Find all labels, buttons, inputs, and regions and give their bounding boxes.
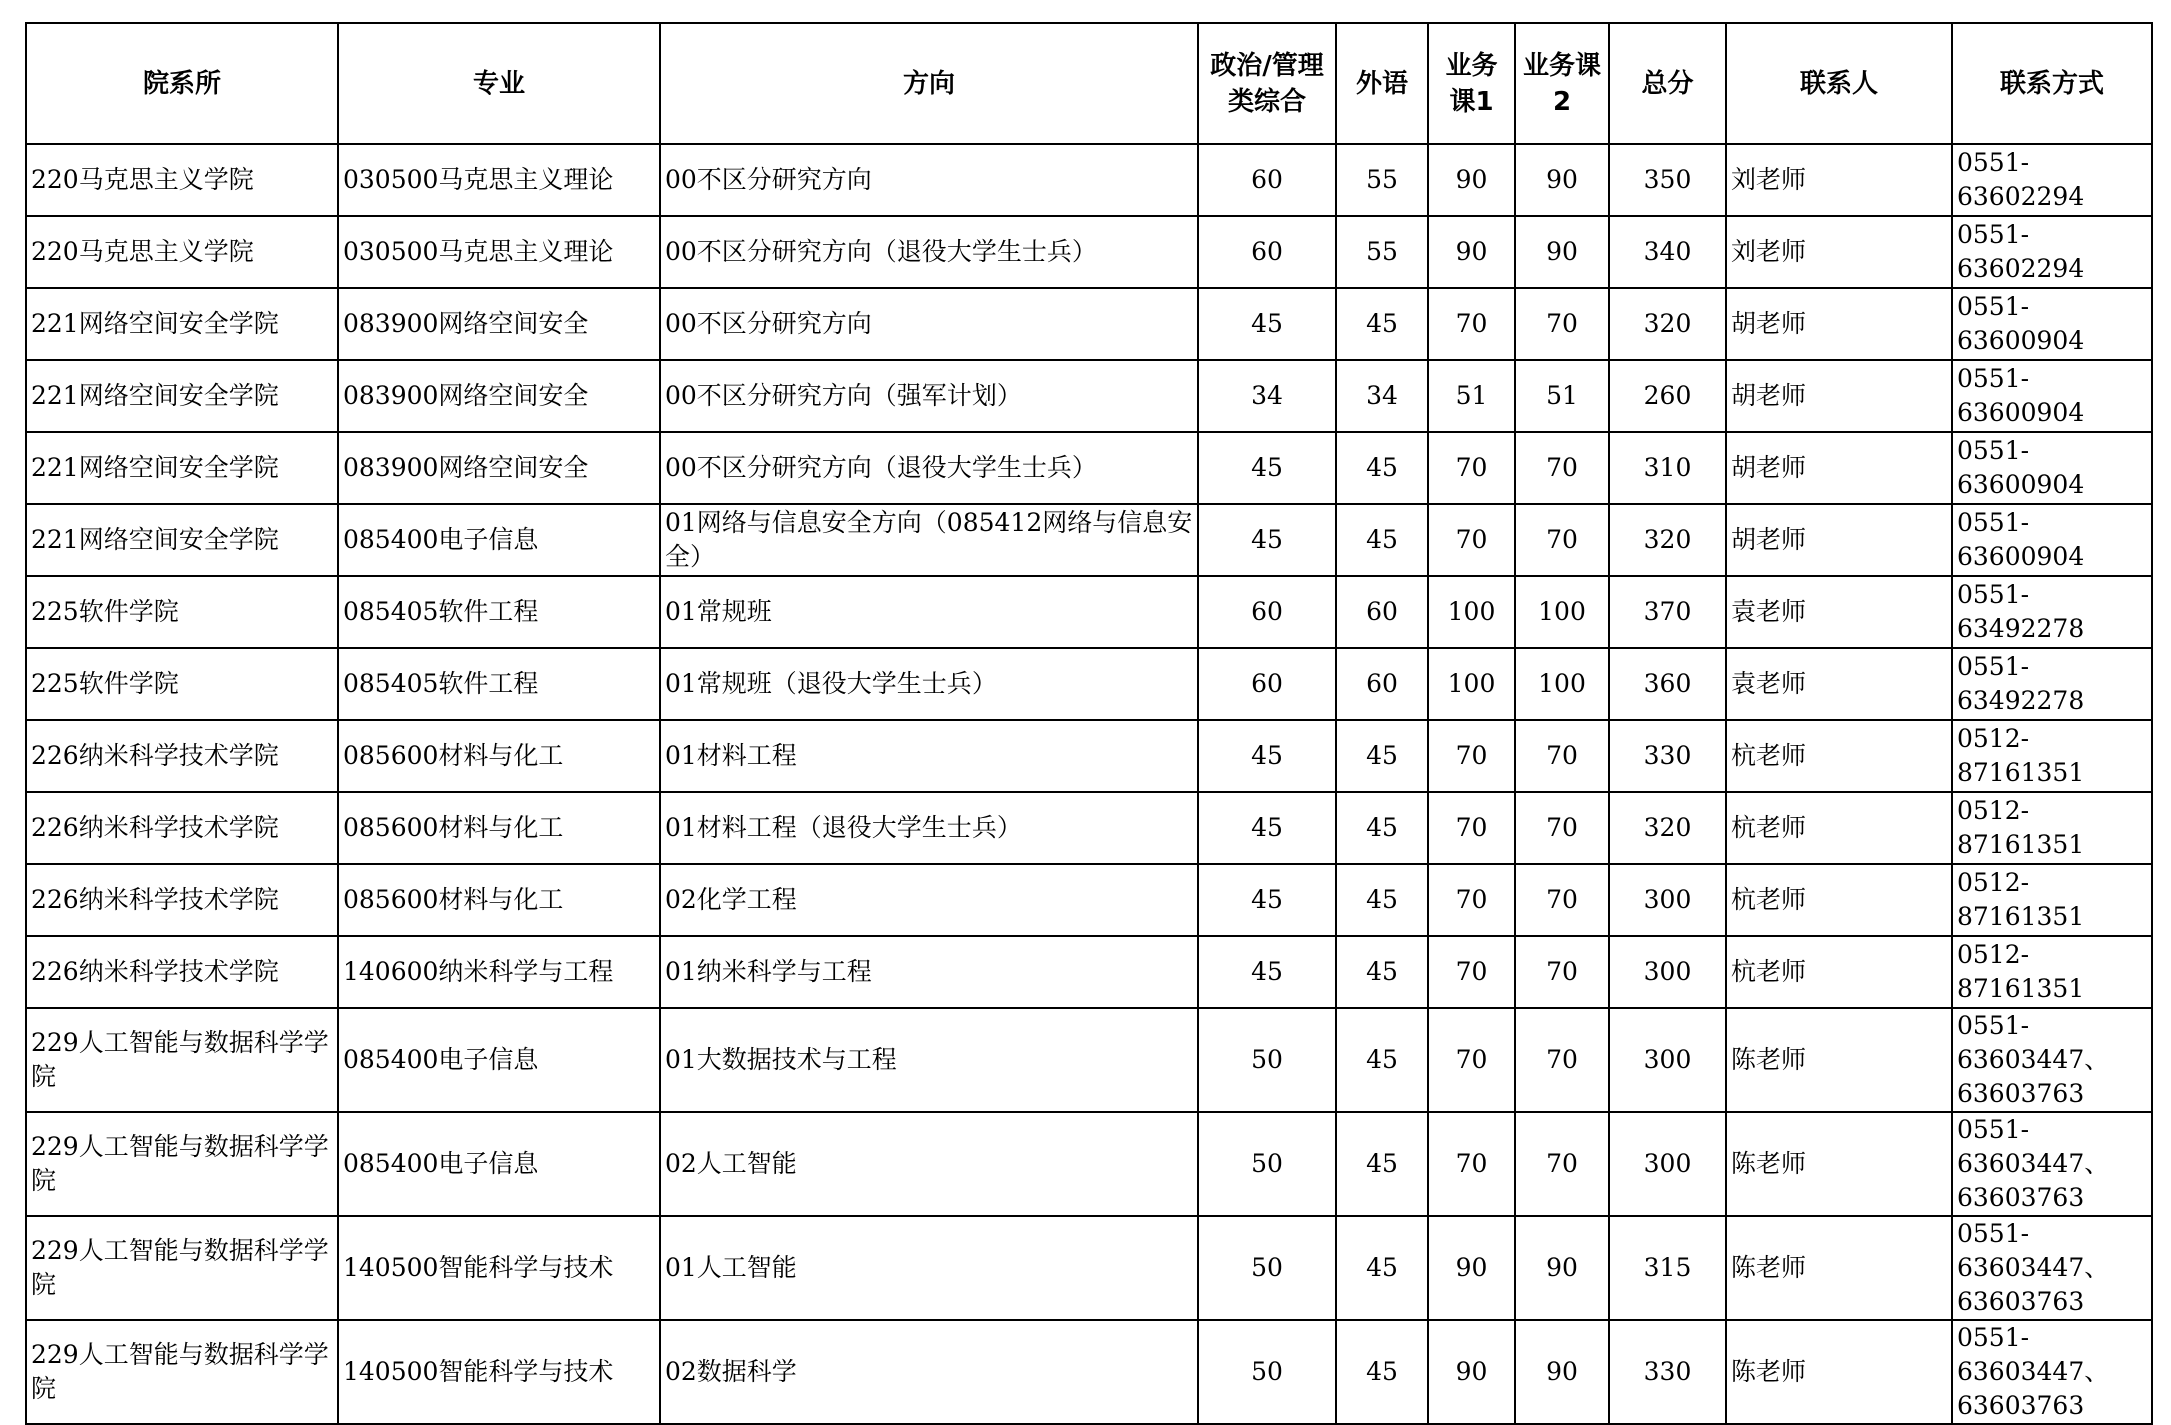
cell-department: 229人工智能与数据科学学院: [26, 1320, 338, 1424]
table-header: [26, 23, 2152, 144]
cell-politics: 60: [1198, 648, 1336, 720]
header-politics: 政治/管理类综合: [1198, 23, 1336, 144]
cell-direction: 02人工智能: [660, 1112, 1198, 1216]
cell-course-1: 100: [1428, 576, 1515, 648]
cell-total: 260: [1609, 360, 1726, 432]
cell-total: 320: [1609, 504, 1726, 576]
cell-course-1: 90: [1428, 1216, 1515, 1320]
cell-contact-info: 0512-87161351: [1952, 720, 2152, 792]
cell-course-2: 70: [1515, 720, 1609, 792]
cell-contact-person: 胡老师: [1726, 504, 1952, 576]
cell-course-2: 70: [1515, 432, 1609, 504]
cell-total: 330: [1609, 1320, 1726, 1424]
cell-major: 085405软件工程: [338, 648, 660, 720]
cell-course-1: 70: [1428, 720, 1515, 792]
cell-course-1: 70: [1428, 864, 1515, 936]
cell-total: 360: [1609, 648, 1726, 720]
cell-foreign-language: 45: [1336, 1112, 1428, 1216]
cell-direction: 01常规班（退役大学生士兵）: [660, 648, 1198, 720]
cell-politics: 50: [1198, 1008, 1336, 1112]
cell-major: 140600纳米科学与工程: [338, 936, 660, 1008]
header-total: 总分: [1609, 23, 1726, 144]
cell-department: 221网络空间安全学院: [26, 504, 338, 576]
cell-course-2: 70: [1515, 288, 1609, 360]
cell-course-1: 70: [1428, 288, 1515, 360]
cell-total: 320: [1609, 792, 1726, 864]
cell-major: 085400电子信息: [338, 1008, 660, 1112]
cell-course-2: 70: [1515, 864, 1609, 936]
cell-course-2: 70: [1515, 1008, 1609, 1112]
table-row: [26, 1008, 2152, 1112]
cell-course-2: 90: [1515, 144, 1609, 216]
cell-major: 083900网络空间安全: [338, 288, 660, 360]
cell-total: 300: [1609, 1008, 1726, 1112]
cell-course-1: 70: [1428, 1008, 1515, 1112]
cell-foreign-language: 55: [1336, 144, 1428, 216]
table-row: [26, 288, 2152, 360]
cell-department: 225软件学院: [26, 648, 338, 720]
table-row: [26, 144, 2152, 216]
score-table: [25, 22, 2153, 1425]
cell-contact-info: 0551-63602294: [1952, 216, 2152, 288]
cell-major: 085405软件工程: [338, 576, 660, 648]
cell-contact-info: 0551-63603447、63603763: [1952, 1008, 2152, 1112]
cell-department: 229人工智能与数据科学学院: [26, 1008, 338, 1112]
table-row: [26, 864, 2152, 936]
cell-contact-person: 胡老师: [1726, 288, 1952, 360]
table-row: [26, 432, 2152, 504]
cell-total: 320: [1609, 288, 1726, 360]
cell-course-2: 90: [1515, 216, 1609, 288]
cell-direction: 02化学工程: [660, 864, 1198, 936]
cell-contact-person: 刘老师: [1726, 144, 1952, 216]
cell-foreign-language: 34: [1336, 360, 1428, 432]
cell-contact-info: 0551-63602294: [1952, 144, 2152, 216]
cell-foreign-language: 45: [1336, 864, 1428, 936]
cell-course-2: 90: [1515, 1216, 1609, 1320]
table-row: [26, 936, 2152, 1008]
cell-foreign-language: 45: [1336, 792, 1428, 864]
cell-foreign-language: 45: [1336, 1008, 1428, 1112]
cell-course-1: 90: [1428, 144, 1515, 216]
cell-course-2: 51: [1515, 360, 1609, 432]
cell-contact-info: 0512-87161351: [1952, 864, 2152, 936]
cell-course-1: 70: [1428, 504, 1515, 576]
table-row: [26, 216, 2152, 288]
cell-course-1: 70: [1428, 432, 1515, 504]
table-body: [26, 144, 2152, 1424]
cell-foreign-language: 60: [1336, 576, 1428, 648]
cell-total: 300: [1609, 1112, 1726, 1216]
cell-course-2: 70: [1515, 1112, 1609, 1216]
cell-department: 226纳米科学技术学院: [26, 936, 338, 1008]
cell-course-1: 51: [1428, 360, 1515, 432]
cell-total: 340: [1609, 216, 1726, 288]
cell-total: 300: [1609, 936, 1726, 1008]
cell-course-1: 100: [1428, 648, 1515, 720]
table-row: [26, 1320, 2152, 1424]
cell-course-1: 90: [1428, 1320, 1515, 1424]
cell-foreign-language: 60: [1336, 648, 1428, 720]
cell-department: 229人工智能与数据科学学院: [26, 1216, 338, 1320]
cell-direction: 00不区分研究方向: [660, 288, 1198, 360]
cell-foreign-language: 45: [1336, 288, 1428, 360]
cell-direction: 00不区分研究方向（退役大学生士兵）: [660, 216, 1198, 288]
cell-course-1: 70: [1428, 1112, 1515, 1216]
cell-politics: 45: [1198, 432, 1336, 504]
cell-direction: 02数据科学: [660, 1320, 1198, 1424]
cell-major: 030500马克思主义理论: [338, 216, 660, 288]
cell-total: 350: [1609, 144, 1726, 216]
cell-major: 085600材料与化工: [338, 864, 660, 936]
table-row: [26, 360, 2152, 432]
cell-politics: 45: [1198, 864, 1336, 936]
cell-department: 221网络空间安全学院: [26, 432, 338, 504]
cell-contact-info: 0551-63600904: [1952, 504, 2152, 576]
cell-contact-person: 杭老师: [1726, 720, 1952, 792]
header-foreign-language: 外语: [1336, 23, 1428, 144]
cell-foreign-language: 55: [1336, 216, 1428, 288]
cell-total: 370: [1609, 576, 1726, 648]
cell-department: 221网络空间安全学院: [26, 360, 338, 432]
cell-contact-info: 0512-87161351: [1952, 936, 2152, 1008]
cell-foreign-language: 45: [1336, 1320, 1428, 1424]
cell-politics: 60: [1198, 576, 1336, 648]
cell-politics: 45: [1198, 792, 1336, 864]
cell-politics: 34: [1198, 360, 1336, 432]
cell-foreign-language: 45: [1336, 720, 1428, 792]
cell-contact-info: 0551-63603447、63603763: [1952, 1216, 2152, 1320]
header-course-2: 业务课2: [1515, 23, 1609, 144]
table-row: [26, 576, 2152, 648]
cell-course-2: 100: [1515, 576, 1609, 648]
cell-contact-person: 胡老师: [1726, 360, 1952, 432]
table-row: [26, 1112, 2152, 1216]
cell-total: 310: [1609, 432, 1726, 504]
cell-politics: 50: [1198, 1112, 1336, 1216]
cell-contact-person: 袁老师: [1726, 576, 1952, 648]
cell-direction: 01常规班: [660, 576, 1198, 648]
cell-department: 226纳米科学技术学院: [26, 792, 338, 864]
header-contact-info: 联系方式: [1952, 23, 2152, 144]
cell-course-1: 90: [1428, 216, 1515, 288]
cell-contact-info: 0551-63492278: [1952, 648, 2152, 720]
cell-contact-info: 0551-63603447、63603763: [1952, 1320, 2152, 1424]
cell-major: 140500智能科学与技术: [338, 1216, 660, 1320]
cell-department: 220马克思主义学院: [26, 216, 338, 288]
table-row: [26, 720, 2152, 792]
cell-politics: 45: [1198, 504, 1336, 576]
cell-direction: 00不区分研究方向（退役大学生士兵）: [660, 432, 1198, 504]
cell-politics: 45: [1198, 936, 1336, 1008]
cell-course-2: 100: [1515, 648, 1609, 720]
cell-direction: 00不区分研究方向（强军计划）: [660, 360, 1198, 432]
header-contact-person: 联系人: [1726, 23, 1952, 144]
cell-course-2: 70: [1515, 936, 1609, 1008]
cell-department: 221网络空间安全学院: [26, 288, 338, 360]
cell-contact-person: 杭老师: [1726, 792, 1952, 864]
cell-politics: 60: [1198, 144, 1336, 216]
cell-department: 229人工智能与数据科学学院: [26, 1112, 338, 1216]
cell-total: 300: [1609, 864, 1726, 936]
cell-direction: 01人工智能: [660, 1216, 1198, 1320]
cell-major: 085400电子信息: [338, 1112, 660, 1216]
cell-politics: 50: [1198, 1320, 1336, 1424]
cell-total: 315: [1609, 1216, 1726, 1320]
table-row: [26, 504, 2152, 576]
cell-course-2: 70: [1515, 792, 1609, 864]
cell-contact-info: 0551-63600904: [1952, 288, 2152, 360]
cell-direction: 01大数据技术与工程: [660, 1008, 1198, 1112]
cell-contact-person: 杭老师: [1726, 936, 1952, 1008]
cell-contact-person: 陈老师: [1726, 1216, 1952, 1320]
cell-contact-person: 胡老师: [1726, 432, 1952, 504]
cell-major: 140500智能科学与技术: [338, 1320, 660, 1424]
cell-major: 083900网络空间安全: [338, 360, 660, 432]
cell-contact-info: 0551-63603447、63603763: [1952, 1112, 2152, 1216]
cell-major: 030500马克思主义理论: [338, 144, 660, 216]
cell-contact-person: 杭老师: [1726, 864, 1952, 936]
cell-direction: 01网络与信息安全方向（085412网络与信息安全）: [660, 504, 1198, 576]
cell-foreign-language: 45: [1336, 1216, 1428, 1320]
cell-direction: 01纳米科学与工程: [660, 936, 1198, 1008]
header-major: 专业: [338, 23, 660, 144]
cell-course-2: 70: [1515, 504, 1609, 576]
cell-foreign-language: 45: [1336, 936, 1428, 1008]
table-row: [26, 792, 2152, 864]
cell-foreign-language: 45: [1336, 432, 1428, 504]
cell-contact-person: 刘老师: [1726, 216, 1952, 288]
cell-course-2: 90: [1515, 1320, 1609, 1424]
cell-department: 225软件学院: [26, 576, 338, 648]
cell-department: 220马克思主义学院: [26, 144, 338, 216]
cell-contact-person: 袁老师: [1726, 648, 1952, 720]
cell-direction: 01材料工程（退役大学生士兵）: [660, 792, 1198, 864]
cell-contact-info: 0551-63492278: [1952, 576, 2152, 648]
cell-department: 226纳米科学技术学院: [26, 720, 338, 792]
cell-course-1: 70: [1428, 792, 1515, 864]
header-course-1: 业务课1: [1428, 23, 1515, 144]
cell-contact-info: 0551-63600904: [1952, 432, 2152, 504]
cell-foreign-language: 45: [1336, 504, 1428, 576]
cell-major: 083900网络空间安全: [338, 432, 660, 504]
header-row: [26, 23, 2152, 144]
cell-direction: 00不区分研究方向: [660, 144, 1198, 216]
cell-contact-person: 陈老师: [1726, 1320, 1952, 1424]
cell-contact-info: 0512-87161351: [1952, 792, 2152, 864]
cell-department: 226纳米科学技术学院: [26, 864, 338, 936]
cell-contact-person: 陈老师: [1726, 1008, 1952, 1112]
cell-major: 085600材料与化工: [338, 792, 660, 864]
header-direction: 方向: [660, 23, 1198, 144]
table-row: [26, 1216, 2152, 1320]
cell-contact-info: 0551-63600904: [1952, 360, 2152, 432]
cell-major: 085400电子信息: [338, 504, 660, 576]
cell-politics: 45: [1198, 720, 1336, 792]
cell-politics: 50: [1198, 1216, 1336, 1320]
cell-course-1: 70: [1428, 936, 1515, 1008]
cell-total: 330: [1609, 720, 1726, 792]
cell-contact-person: 陈老师: [1726, 1112, 1952, 1216]
cell-direction: 01材料工程: [660, 720, 1198, 792]
cell-major: 085600材料与化工: [338, 720, 660, 792]
table-row: [26, 648, 2152, 720]
cell-politics: 45: [1198, 288, 1336, 360]
cell-politics: 60: [1198, 216, 1336, 288]
header-department: 院系所: [26, 23, 338, 144]
